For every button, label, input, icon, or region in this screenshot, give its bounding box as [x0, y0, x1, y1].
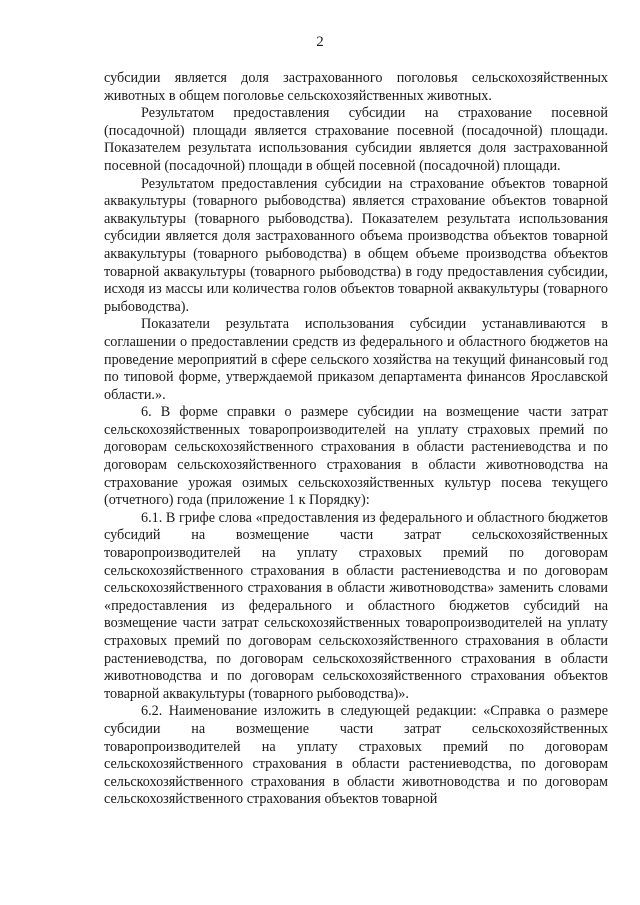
paragraph-item-6: 6. В форме справки о размере субсидии на возмещение части затрат сельскохозяйственных товаропроизводителей на уплату страховых премий по договорам сельскохозяйственного страхования в области растениеводства и по договорам сельскохозяйственного страхования в области животноводства на страхование урожая озимых сельскохозяйственных культур посева текущего (отчетного) года (приложение 1 к Порядку):: [104, 404, 608, 509]
paragraph-aquaculture-result: Результатом предоставления субсидии на страхование объектов товарной аквакультуры (товарного рыбоводства) является страхование объектов товарной аквакультуры (товарного рыбоводства). Показателем результата использования субсидии является доля застрахованного объема производства объектов товарной аквакультуры (товарного рыбоводства) в общем объеме производства объектов товарной аквакультуры (товарного рыбоводства) в году предоставления субсидии, исходя из массы или количества голов объектов товарной аквакультуры (товарного рыбоводства).: [104, 175, 608, 315]
document-body: [104, 70, 608, 809]
paragraph-item-6-1: 6.1. В грифе слова «предоставления из федерального и областного бюджетов субсидий на возмещение части затрат сельскохозяйственных товаропроизводителей на уплату страховых премий по договорам сельскохозяйственного страхования в области растениеводства и по договорам сельскохозяйственного страхования в области животноводства» заменить словами «предоставления из федерального и областного бюджетов субсидий на возмещение части затрат сельскохозяйственных товаропроизводителей на уплату страховых премий по договорам сельскохозяйственного страхования в области растениеводства, по договорам сельскохозяйственного страхования в области животноводства и по договорам сельскохозяйственного страхования объектов товарной аквакультуры (товарного рыбоводства)».: [104, 509, 608, 702]
paragraph-livestock-result-continuation: субсидии является доля застрахованного поголовья сельскохозяйственных животных в общем поголовье сельскохозяйственных животных.: [104, 70, 608, 104]
paragraph-item-6-2: 6.2. Наименование изложить в следующей редакции: «Справка о размере субсидии на возмещение части затрат сельскохозяйственных товаропроизводителей на уплату страховых премий по договорам сельскохозяйственного страхования в области растениеводства, по договорам сельскохозяйственного страхования в области животноводства и по договорам сельскохозяйственного страхования объектов товарной: [104, 703, 608, 808]
paragraph-crop-area-result: Результатом предоставления субсидии на страхование посевной (посадочной) площади является страхование посевной (посадочной) площади. Показателем результата использования субсидии является доля застрахованной посевной (посадочной) площади в общей посевной (посадочной) площади.: [104, 105, 608, 174]
paragraph-result-indicators: Показатели результата использования субсидии устанавливаются в соглашении о предоставлении средств из федерального и областного бюджетов на проведение мероприятий в сфере сельского хозяйства на текущий финансовый год по типовой форме, утверждаемой приказом департамента финансов Ярославской области.».: [104, 316, 608, 403]
page-number: 2: [316, 34, 324, 50]
